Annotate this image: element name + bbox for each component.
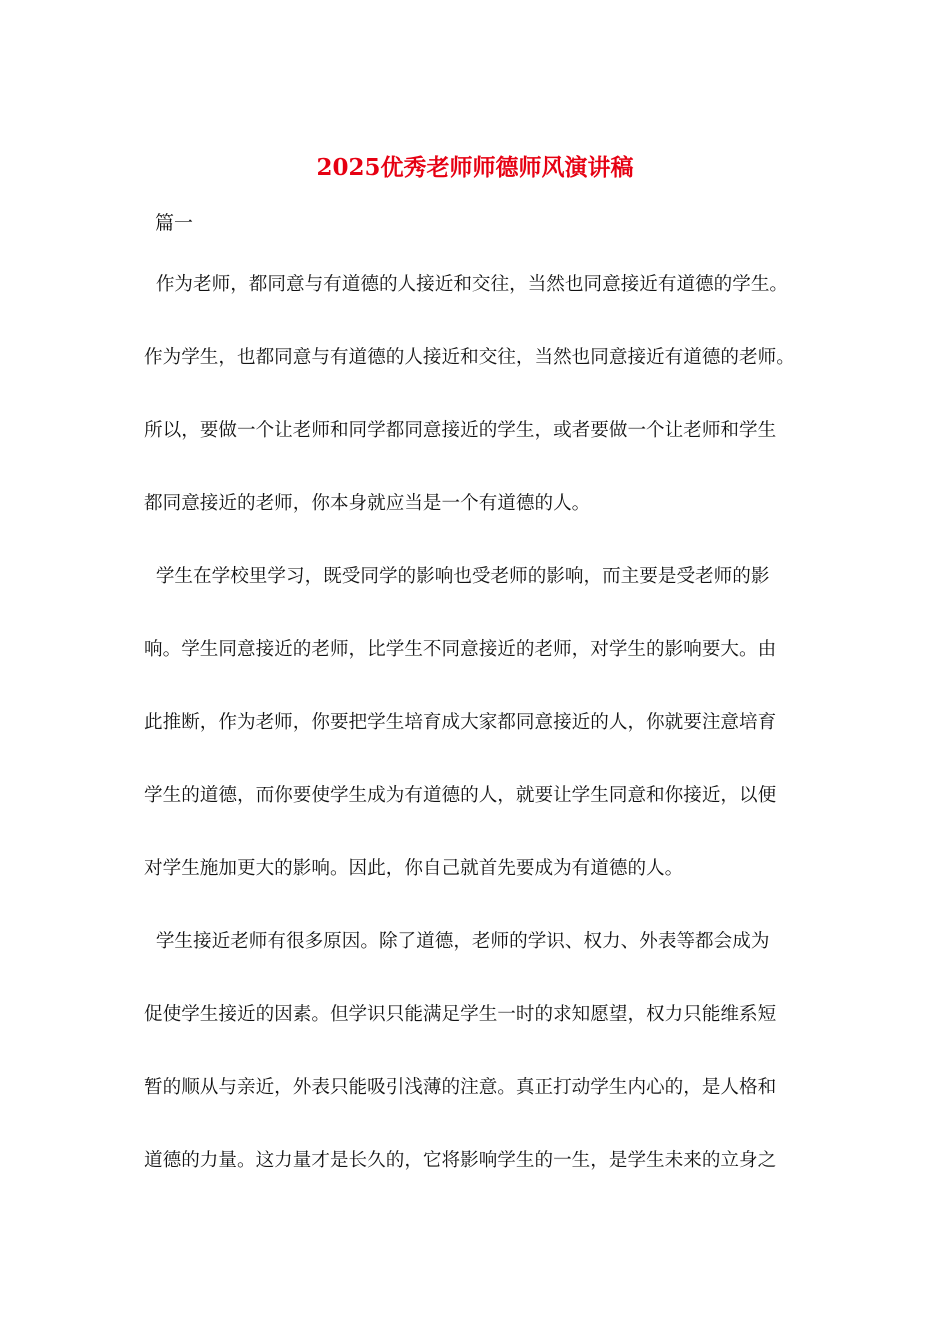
body-line: 作为学生，也都同意与有道德的人接近和交往，当然也同意接近有道德的老师。	[144, 347, 795, 368]
body-line: 所以，要做一个让老师和同学都同意接近的学生，或者要做一个让老师和学生	[144, 420, 777, 441]
body-line: 学生接近老师有很多原因。除了道德，老师的学识、权力、外表等都会成为	[144, 931, 770, 952]
section-label: 篇一	[155, 212, 194, 234]
body-line: 促使学生接近的因素。但学识只能满足学生一时的求知愿望，权力只能维系短	[144, 1004, 777, 1025]
body-line: 作为老师，都同意与有道德的人接近和交往，当然也同意接近有道德的学生。	[144, 274, 789, 295]
body-line: 学生在学校里学习，既受同学的影响也受老师的影响，而主要是受老师的影	[144, 566, 770, 587]
body-line: 暂的顺从与亲近，外表只能吸引浅薄的注意。真正打动学生内心的，是人格和	[144, 1077, 777, 1098]
body-line: 学生的道德，而你要使学生成为有道德的人，就要让学生同意和你接近，以便	[144, 785, 777, 806]
document-title: 2025优秀老师师德师风演讲稿	[316, 154, 634, 181]
body-line: 道德的力量。这力量才是长久的，它将影响学生的一生，是学生未来的立身之	[144, 1150, 777, 1171]
body-line: 响。学生同意接近的老师，比学生不同意接近的老师，对学生的影响要大。由	[144, 639, 777, 660]
body-line: 对学生施加更大的影响。因此，你自己就首先要成为有道德的人。	[144, 858, 684, 879]
document-body	[144, 270, 814, 1219]
body-line: 此推断，作为老师，你要把学生培育成大家都同意接近的人，你就要注意培育	[144, 712, 777, 733]
body-line: 都同意接近的老师，你本身就应当是一个有道德的人。	[144, 493, 591, 514]
